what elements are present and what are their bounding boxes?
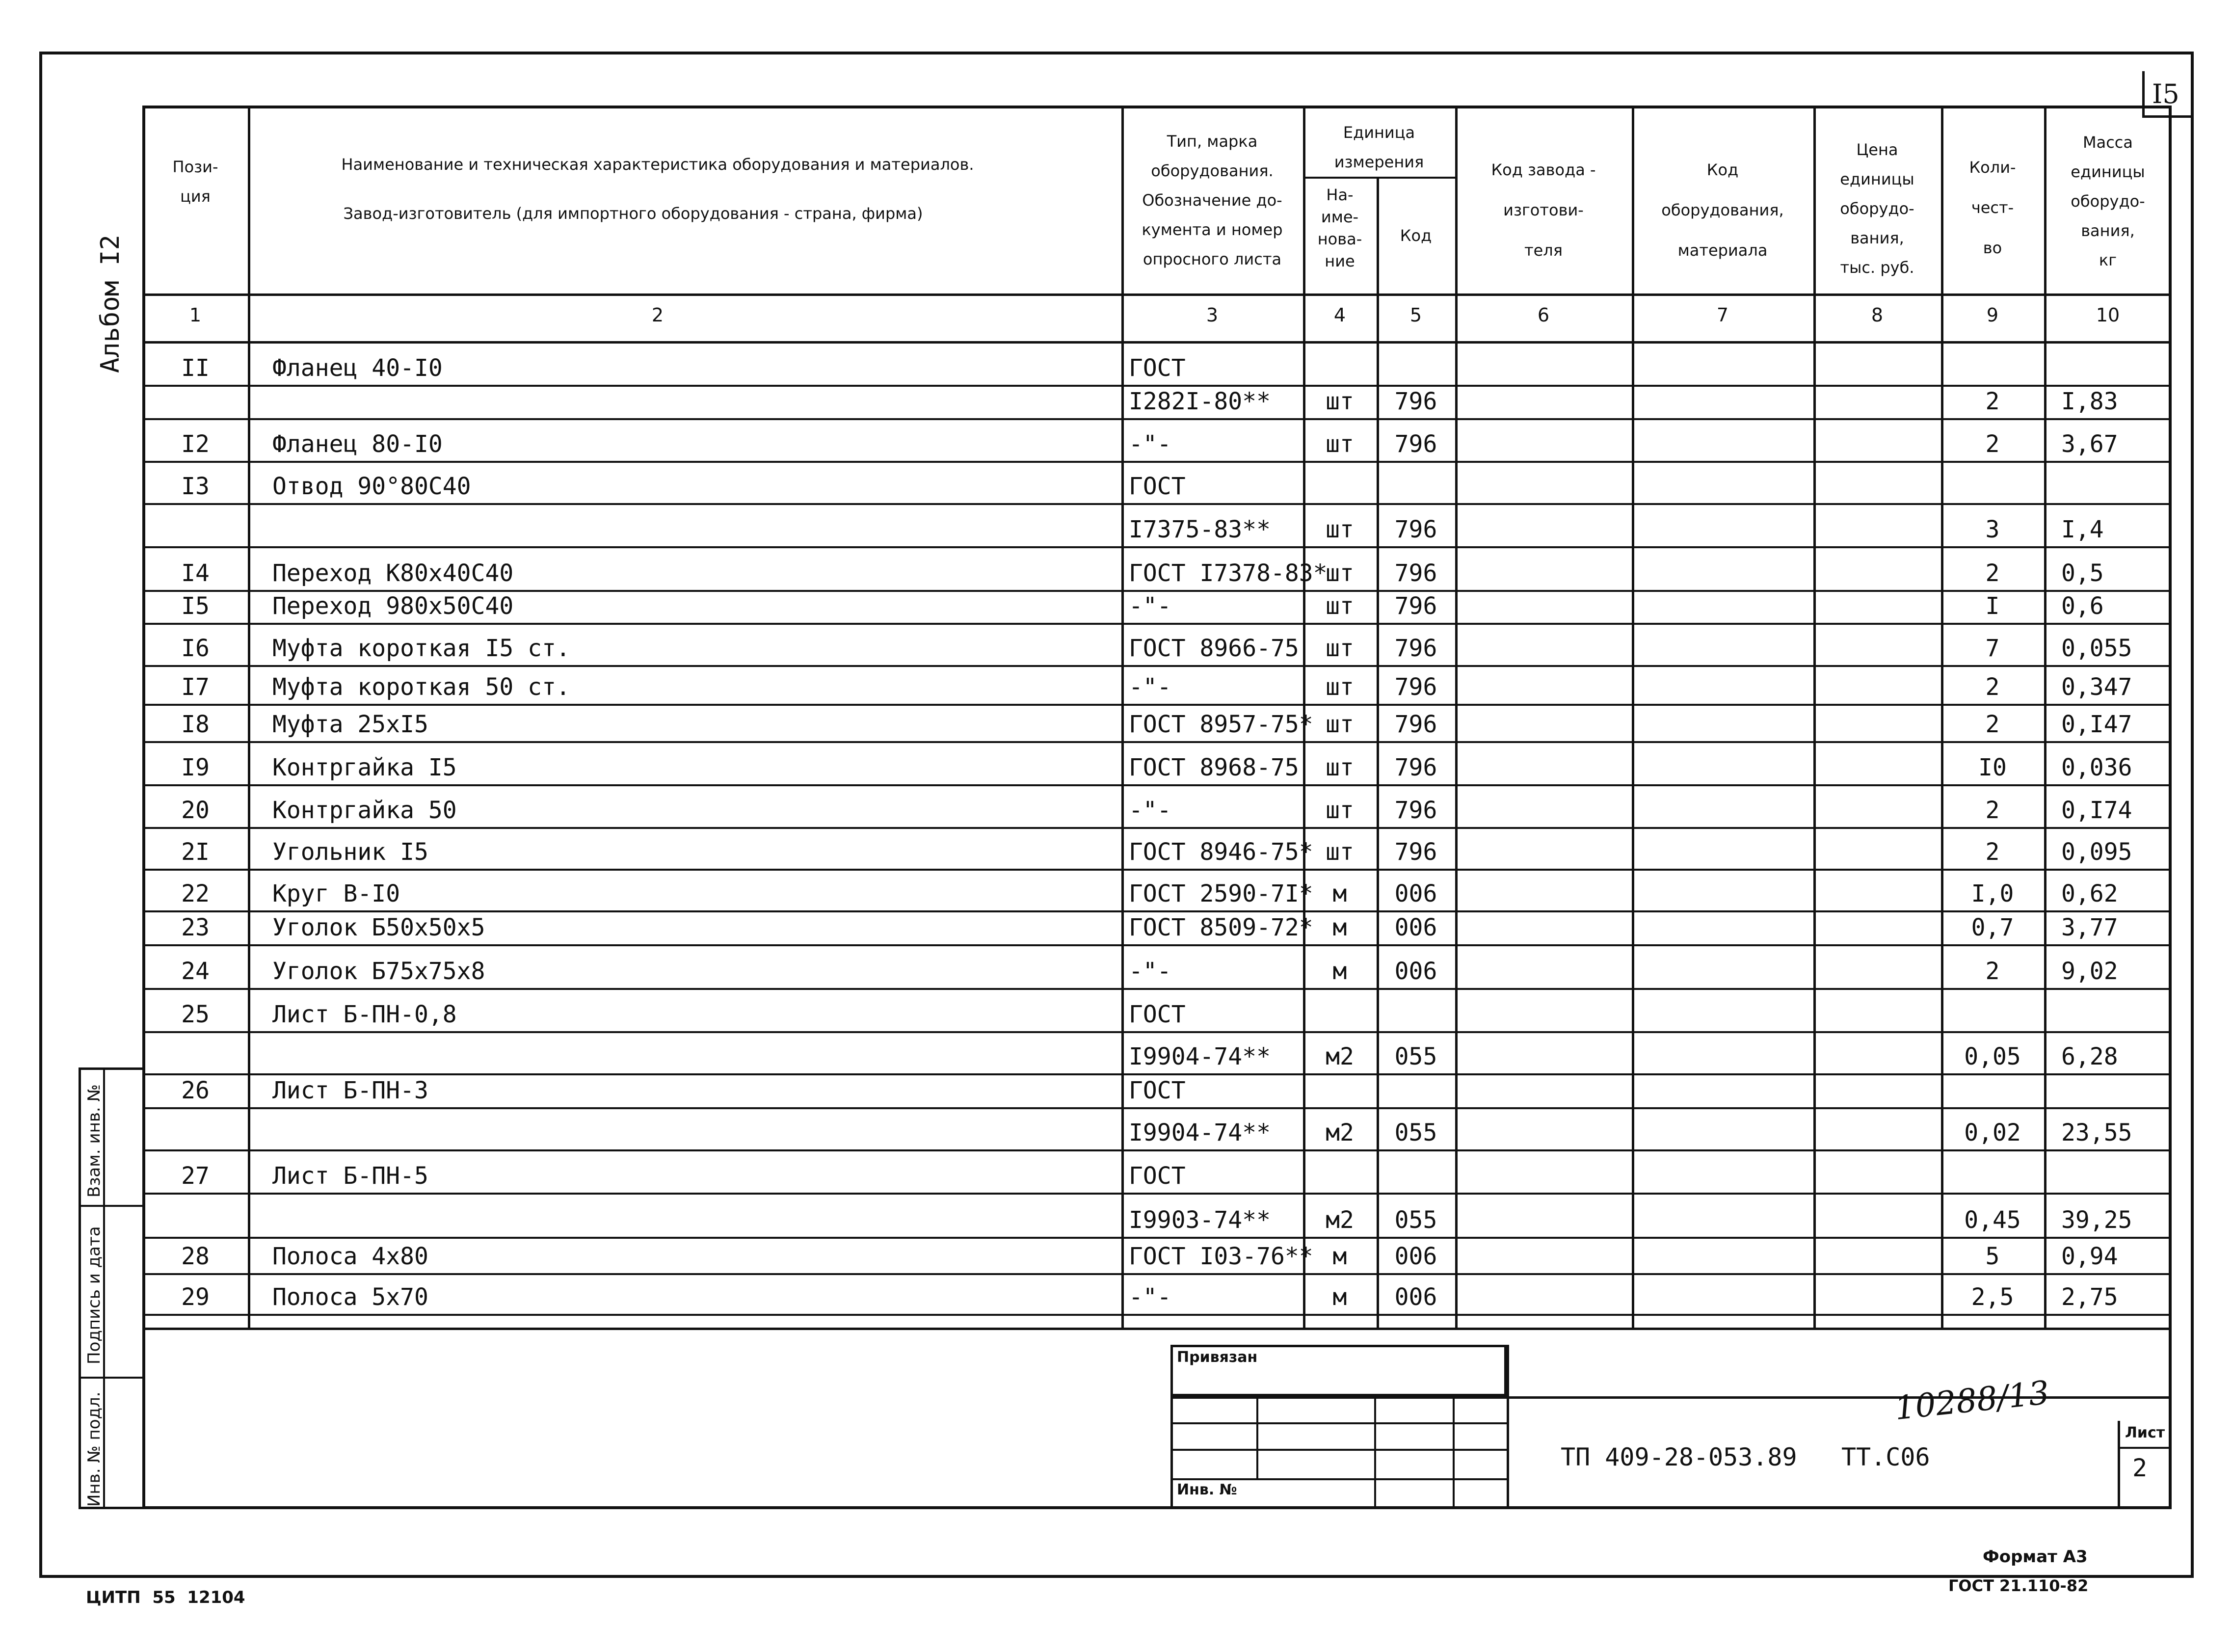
row-mass: I,4	[2061, 516, 2104, 543]
col-line-2	[1121, 106, 1124, 1328]
row-mass: 2,75	[2061, 1283, 2118, 1311]
colnum-7: 7	[1716, 304, 1729, 326]
row-mass: 39,25	[2061, 1206, 2132, 1234]
row-unit-code: 796	[1394, 754, 1437, 781]
row-unit-name: шт	[1326, 797, 1354, 824]
handwritten-number: 10288/13	[1892, 1373, 2051, 1428]
row-name: Отвод 90°80С40	[272, 473, 471, 500]
side-stamp-inv-original: Инв. № подл.	[84, 1391, 104, 1507]
row-quantity: 2	[1985, 388, 2000, 415]
row-unit-code: 055	[1394, 1119, 1437, 1146]
colnum-bottom-line	[142, 341, 2172, 344]
row-unit-name: шт	[1326, 516, 1354, 543]
row-unit-code: 006	[1394, 1243, 1437, 1270]
row-document: ГОСТ I03-76**	[1129, 1243, 1313, 1270]
row-unit-code: 796	[1394, 711, 1437, 738]
row-quantity: 2,5	[1971, 1283, 2014, 1311]
row-mass: 0,036	[2061, 754, 2132, 781]
row-unit-code: 055	[1394, 1043, 1437, 1070]
row-mass: 0,62	[2061, 880, 2118, 907]
header-factory-code: Код завода - изготови- теля	[1491, 160, 1596, 260]
row-unit-code: 006	[1394, 914, 1437, 941]
row-quantity: 7	[1985, 635, 2000, 662]
sheet-number: 2	[2132, 1454, 2148, 1482]
col-line-1	[248, 106, 250, 1328]
row-mass: 0,5	[2061, 560, 2104, 587]
row-name: Уголок Б75х75х8	[272, 958, 485, 985]
col-line-8	[1941, 106, 1943, 1328]
row-quantity: I	[1985, 592, 2000, 620]
col-line-4	[1377, 177, 1379, 1328]
table-row-separator	[142, 869, 2172, 871]
row-quantity: 2	[1985, 797, 2000, 824]
table-row-separator	[142, 988, 2172, 990]
row-quantity: 5	[1985, 1243, 2000, 1270]
table-row-separator	[142, 590, 2172, 592]
row-mass: 9,02	[2061, 958, 2118, 985]
colnum-2: 2	[651, 304, 664, 326]
sheet-box-divider	[2118, 1447, 2172, 1449]
row-position: I8	[181, 711, 210, 738]
unit-split-line	[1303, 177, 1455, 179]
row-name: Лист Б-ПН-5	[272, 1162, 428, 1190]
row-unit-name: м	[1332, 1283, 1347, 1311]
row-unit-name: шт	[1326, 838, 1354, 866]
row-unit-name: шт	[1326, 711, 1354, 738]
row-position: I4	[181, 560, 210, 587]
row-name: Лист Б-ПН-3	[272, 1077, 428, 1104]
row-unit-code: 796	[1394, 388, 1437, 415]
row-quantity: 2	[1985, 711, 2000, 738]
row-name: Фланец 80-I0	[272, 430, 443, 458]
inv-no-label: Инв. №	[1177, 1481, 1237, 1498]
table-row-separator	[142, 1273, 2172, 1275]
row-position: 20	[181, 797, 210, 824]
row-name: Фланец 40-I0	[272, 354, 443, 382]
row-position: 27	[181, 1162, 210, 1190]
header-mass: Масса единицы оборудо- вания, кг	[2071, 133, 2145, 269]
row-quantity: 2	[1985, 673, 2000, 701]
row-position: 23	[181, 914, 210, 941]
table-row-separator	[142, 741, 2172, 743]
row-position: I7	[181, 673, 210, 701]
header-equipment-code: Код оборудования, материала	[1661, 160, 1784, 260]
row-position: 22	[181, 880, 210, 907]
row-unit-code: 796	[1394, 592, 1437, 620]
row-unit-name: м2	[1326, 1043, 1354, 1070]
row-mass: I,83	[2061, 388, 2118, 415]
row-name: Контргайка 50	[272, 797, 457, 824]
row-name: Угольник I5	[272, 838, 428, 866]
row-unit-code: 006	[1394, 880, 1437, 907]
row-document: -"-	[1129, 958, 1171, 985]
row-mass: 0,6	[2061, 592, 2104, 620]
table-row-separator	[142, 944, 2172, 946]
row-unit-name: шт	[1326, 430, 1354, 458]
col-line-7	[1813, 106, 1816, 1328]
row-quantity: 2	[1985, 958, 2000, 985]
table-bottom-line	[142, 1328, 2172, 1330]
row-unit-name: м2	[1326, 1206, 1354, 1234]
row-name: Полоса 5х70	[272, 1283, 428, 1311]
row-unit-code: 796	[1394, 635, 1437, 662]
row-unit-code: 796	[1394, 560, 1437, 587]
title-block-row-line-2	[1170, 1449, 1507, 1451]
row-name: Муфта короткая I5 ст.	[272, 635, 570, 662]
header-type-mark: Тип, марка оборудования. Обозначение до- кумента и номер опросного листа	[1142, 132, 1283, 268]
table-row-separator	[142, 910, 2172, 912]
table-row-separator	[142, 623, 2172, 625]
title-block-left-line	[1170, 1345, 1173, 1509]
row-document: -"-	[1129, 797, 1171, 824]
header-price: Цена единицы оборудо- вания, тыс. руб.	[1840, 140, 1914, 277]
table-row-separator	[142, 665, 2172, 667]
row-unit-name: шт	[1326, 388, 1354, 415]
row-quantity: 0,7	[1971, 914, 2014, 941]
row-position: II	[181, 354, 210, 382]
row-document: ГОСТ	[1129, 1077, 1186, 1104]
table-row-separator	[142, 1193, 2172, 1195]
table-row-separator	[142, 546, 2172, 548]
row-document: I9903-74**	[1129, 1206, 1271, 1234]
row-unit-code: 006	[1394, 958, 1437, 985]
row-quantity: 2	[1985, 838, 2000, 866]
row-unit-code: 796	[1394, 430, 1437, 458]
row-unit-name: шт	[1326, 560, 1354, 587]
row-name: Муфта короткая 50 ст.	[272, 673, 570, 701]
title-block-col-line-2	[1374, 1396, 1376, 1509]
row-unit-name: м2	[1326, 1119, 1354, 1146]
row-document: -"-	[1129, 673, 1171, 701]
row-document: ГОСТ 2590-7I*	[1129, 880, 1313, 907]
side-stamp-line-1	[79, 1205, 142, 1207]
col-line-5	[1455, 106, 1458, 1328]
title-block-row-line-3	[1170, 1478, 1507, 1480]
row-unit-name: м	[1332, 880, 1347, 907]
row-unit-name: шт	[1326, 754, 1354, 781]
sheet-label: Лист	[2125, 1424, 2165, 1441]
row-position: 29	[181, 1283, 210, 1311]
table-row-separator	[142, 461, 2172, 463]
table-row-separator	[142, 784, 2172, 786]
format-label: Формат А3	[1983, 1547, 2088, 1567]
colnum-5: 5	[1409, 304, 1422, 326]
side-stamp-inv-replaced: Взам. инв. №	[84, 1084, 104, 1198]
row-unit-code: 796	[1394, 516, 1437, 543]
row-unit-name: м	[1332, 1243, 1347, 1270]
row-quantity: 0,05	[1964, 1043, 2021, 1070]
row-position: I2	[181, 430, 210, 458]
row-document: I7375-83**	[1129, 516, 1271, 543]
row-name: Переход К80х40С40	[272, 560, 514, 587]
header-name-line2: Завод-изготовитель (для импортного оборудования - страна, фирма)	[343, 204, 923, 223]
row-mass: 0,347	[2061, 673, 2132, 701]
gost-label: ГОСТ 21.110-82	[1948, 1576, 2089, 1595]
table-row-separator	[142, 1237, 2172, 1239]
row-quantity: 0,02	[1964, 1119, 2021, 1146]
colnum-3: 3	[1206, 304, 1219, 326]
row-document: ГОСТ 8957-75*	[1129, 711, 1313, 738]
row-position: 25	[181, 1001, 210, 1028]
header-name-line1: Наименование и техническая характеристика оборудования и материалов.	[341, 155, 974, 174]
row-document: -"-	[1129, 592, 1171, 620]
row-name: Круг В-I0	[272, 880, 400, 907]
row-unit-name: шт	[1326, 592, 1354, 620]
row-position: 2I	[181, 838, 210, 866]
colnum-1: 1	[189, 304, 202, 326]
title-block-col-line-4	[1507, 1345, 1509, 1509]
row-document: I9904-74**	[1129, 1119, 1271, 1146]
header-unit: Единица измерения	[1334, 123, 1424, 171]
row-document: ГОСТ 8968-75	[1129, 754, 1299, 781]
row-document: ГОСТ 8966-75	[1129, 635, 1299, 662]
row-mass: 0,94	[2061, 1243, 2118, 1270]
row-unit-code: 796	[1394, 673, 1437, 701]
row-position: 26	[181, 1077, 210, 1104]
side-stamp-signature-date: Подпись и дата	[84, 1226, 104, 1364]
row-quantity: I0	[1978, 754, 2007, 781]
table-row-separator	[142, 1073, 2172, 1075]
row-mass: 3,77	[2061, 914, 2118, 941]
row-mass: 0,I47	[2061, 711, 2132, 738]
table-row-separator	[142, 418, 2172, 420]
row-unit-code: 796	[1394, 838, 1437, 866]
colnum-6: 6	[1537, 304, 1550, 326]
row-position: I5	[181, 592, 210, 620]
row-name: Уголок Б50х50х5	[272, 914, 485, 941]
row-document: I9904-74**	[1129, 1043, 1271, 1070]
row-quantity: 2	[1985, 430, 2000, 458]
col-line-6	[1632, 106, 1634, 1328]
row-name: Муфта 25хI5	[272, 711, 428, 738]
row-position: I6	[181, 635, 210, 662]
row-quantity: I,0	[1971, 880, 2014, 907]
header-unit-name: На- име- нова- ние	[1317, 186, 1362, 270]
row-unit-name: шт	[1326, 635, 1354, 662]
colnum-10: 10	[2096, 304, 2120, 326]
title-block-row-line-1	[1170, 1422, 1507, 1424]
row-unit-name: м	[1332, 958, 1347, 985]
row-unit-name: м	[1332, 914, 1347, 941]
row-document: -"-	[1129, 430, 1171, 458]
row-name: Переход 980х50С40	[272, 592, 514, 620]
row-unit-code: 055	[1394, 1206, 1437, 1234]
title-block-col-line-3	[1453, 1396, 1455, 1509]
title-block-col-line-1	[1256, 1396, 1258, 1479]
row-unit-name: шт	[1326, 673, 1354, 701]
table-row-separator	[142, 385, 2172, 387]
document-code: ТП 409-28-053.89 ТТ.С06	[1561, 1443, 1930, 1471]
row-quantity: 2	[1985, 560, 2000, 587]
page-number: I5	[2152, 79, 2179, 109]
row-quantity: 3	[1985, 516, 2000, 543]
row-unit-code: 006	[1394, 1283, 1437, 1311]
row-mass: 23,55	[2061, 1119, 2132, 1146]
row-document: ГОСТ I7378-83*	[1129, 560, 1328, 587]
colnum-8: 8	[1871, 304, 1884, 326]
row-position: 24	[181, 958, 210, 985]
row-document: ГОСТ	[1129, 354, 1186, 382]
colnum-9: 9	[1986, 304, 1999, 326]
header-quantity: Коли- чест- во	[1969, 158, 2016, 257]
table-row-separator	[142, 704, 2172, 706]
row-document: ГОСТ	[1129, 473, 1186, 500]
col-line-9	[2044, 106, 2046, 1328]
row-document: -"-	[1129, 1283, 1171, 1311]
row-mass: 0,055	[2061, 635, 2132, 662]
side-stamp-line-2	[79, 1377, 142, 1379]
table-row-separator	[142, 503, 2172, 505]
linked-label: Привязан	[1177, 1349, 1258, 1366]
header-bottom-line	[142, 293, 2172, 296]
row-document: ГОСТ	[1129, 1162, 1186, 1190]
table-row-separator	[142, 1149, 2172, 1151]
album-label: Альбом I2	[96, 235, 125, 373]
row-mass: 0,095	[2061, 838, 2132, 866]
table-row-separator	[142, 1107, 2172, 1109]
colnum-4: 4	[1333, 304, 1346, 326]
row-document: ГОСТ 8946-75*	[1129, 838, 1313, 866]
row-mass: 6,28	[2061, 1043, 2118, 1070]
row-document: ГОСТ 8509-72*	[1129, 914, 1313, 941]
row-mass: 3,67	[2061, 430, 2118, 458]
publisher-label: ЦИТП 55 12104	[86, 1588, 245, 1607]
row-name: Полоса 4х80	[272, 1243, 428, 1270]
row-mass: 0,I74	[2061, 797, 2132, 824]
row-quantity: 0,45	[1964, 1206, 2021, 1234]
table-row-separator	[142, 1031, 2172, 1033]
row-position: I3	[181, 473, 210, 500]
row-document: I282I-80**	[1129, 388, 1271, 415]
header-position: Пози- ция	[172, 158, 218, 206]
row-unit-code: 796	[1394, 797, 1437, 824]
row-position: I9	[181, 754, 210, 781]
table-row-separator	[142, 827, 2172, 829]
table-row-separator	[142, 1314, 2172, 1316]
row-name: Лист Б-ПН-0,8	[272, 1001, 457, 1028]
row-document: ГОСТ	[1129, 1001, 1186, 1028]
sheet-box-left-line	[2118, 1421, 2120, 1509]
row-name: Контргайка I5	[272, 754, 457, 781]
header-unit-code: Код	[1400, 226, 1432, 245]
row-position: 28	[181, 1243, 210, 1270]
